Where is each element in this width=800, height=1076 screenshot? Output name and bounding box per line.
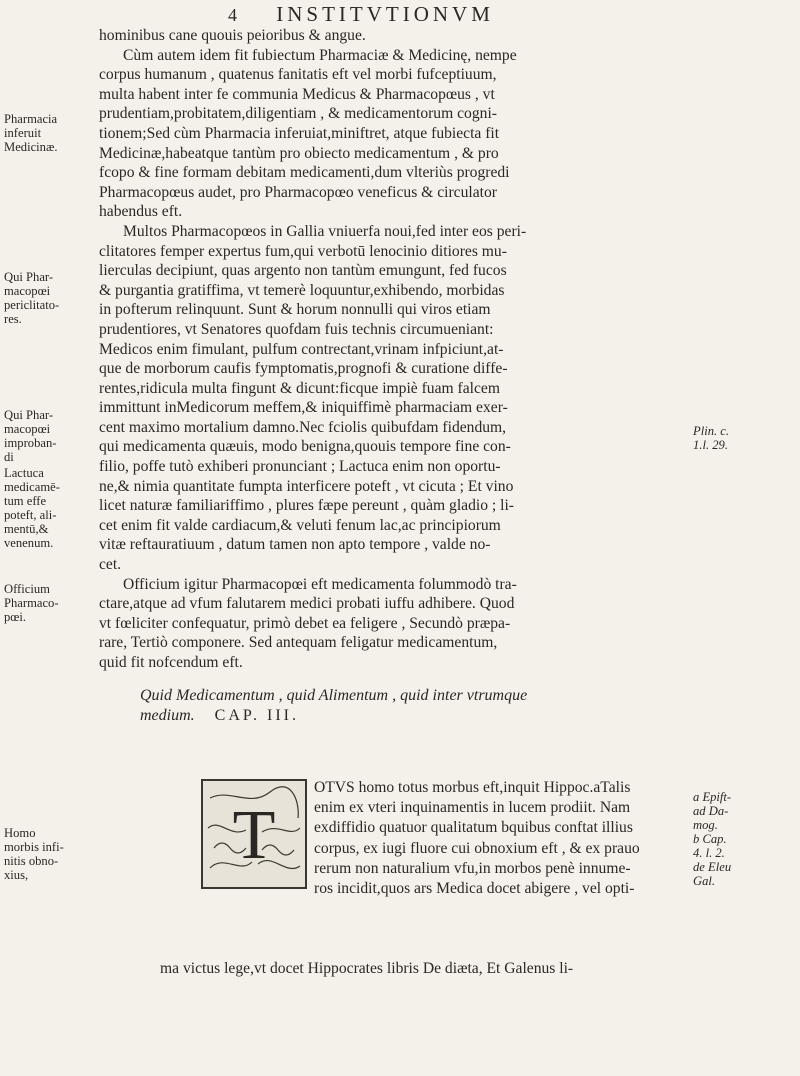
- left-margin-note: [4, 270, 92, 326]
- text-line: rentes,ridicula multa fingunt & dicunt:ficque impiè fuam falcem: [99, 379, 500, 397]
- chapter-number: CAP. III.: [214, 707, 299, 724]
- main-text-block: [99, 26, 695, 673]
- text-line: Officium igitur Pharmacopœi eft medicamenta folummodò tra-: [123, 575, 517, 593]
- margin-note-line: Gal.: [693, 874, 716, 888]
- margin-note-line: nitis obno-: [4, 854, 59, 868]
- chapter-text-block: [314, 778, 694, 899]
- text-line: Medicinæ,habeatque tantùm pro obiecto medicamentum , & pro: [99, 144, 499, 162]
- margin-note-line: Medicinæ.: [4, 140, 58, 154]
- right-margin-note: [693, 424, 763, 452]
- margin-note-line: Lactuca: [4, 466, 44, 480]
- text-line: cet enim fit valde cardiacum,& veluti fenum lac,ac principiorum: [99, 516, 501, 534]
- text-line: fcopo & fine formam debitam medicamenti,dum vlteriùs progredi: [99, 164, 510, 182]
- margin-note-line: improban-: [4, 436, 57, 450]
- text-line: Cùm autem idem fit fubiectum Pharmaciæ & Medicinę, nempe: [123, 46, 517, 64]
- text-line: ctare,atque ad vfum falutarem medici probati iuffu adhibere. Quod: [99, 595, 515, 613]
- text-line: Pharmacopœus audet, pro Pharmacopœo veneficus & circulator: [99, 183, 497, 201]
- right-margin-note: [693, 790, 763, 888]
- text-line: & purgantia gratiffima, vt temerè loquuntur,exhibendo, morbidas: [99, 281, 505, 299]
- left-margin-note: [4, 466, 92, 550]
- margin-note-line: pœi.: [4, 610, 27, 624]
- margin-note-line: Homo: [4, 826, 36, 840]
- margin-note-line: 1.l. 29.: [693, 438, 728, 452]
- margin-note-line: venenum.: [4, 536, 54, 550]
- text-line: in pofterum relinquunt. Sunt & horum nonnulli qui viros etiam: [99, 301, 491, 319]
- text-line: lierculas decipiunt, quas argento non tantùm emungunt, fed fucos: [99, 262, 507, 280]
- text-line: corpus humanum , quatenus fanitatis eft vel morbi fufceptiuum,: [99, 66, 497, 84]
- margin-note-line: Plin. c.: [693, 424, 730, 438]
- text-line: rare, Tertiò componere. Sed antequam feligatur medicamentum,: [99, 634, 498, 652]
- text-line: enim ex vteri inquinamentis in lucem prodiit. Nam: [314, 799, 631, 817]
- margin-note-line: medicamē-: [4, 480, 60, 494]
- text-line: vt fœliciter confequatur, primò debet ea feligere , Secundò præpa-: [99, 614, 511, 632]
- margin-note-line: mog.: [693, 818, 718, 832]
- margin-note-line: b Cap.: [693, 832, 727, 846]
- margin-note-line: inferuit: [4, 126, 42, 140]
- margin-note-line: 4. l. 2.: [693, 846, 725, 860]
- text-line: que de morborum caufis fymptomatis,prognofi & curatione diffe-: [99, 360, 508, 378]
- text-line: prudentiam,probitatem,diligentiam , & medicamentorum cogni-: [99, 105, 497, 123]
- text-line: cet.: [99, 556, 122, 574]
- text-line: OTVS homo totus morbus eft,inquit Hippoc.aTalis: [314, 779, 631, 796]
- margin-note-line: tum effe: [4, 494, 47, 508]
- left-margin-note: [4, 582, 92, 624]
- margin-note-line: a Epift-: [693, 790, 732, 804]
- text-line: licet naturæ familiariffimo , plures fæpe pereunt , quàm gladio ; li-: [99, 497, 515, 515]
- page-number: 4: [228, 5, 241, 25]
- text-line: exdiffidio quatuor qualitatum bquibus conftat illius: [314, 819, 633, 837]
- text-line: ne,& nimia quantitate fumpta interficere poteft , vt cicuta ; Et vino: [99, 477, 514, 495]
- left-margin-note: [4, 826, 92, 882]
- chapter-title-continued: medium.: [140, 707, 195, 724]
- text-line: multa habent inter fe communia Medicus & Pharmacopœus , vt: [99, 85, 495, 103]
- left-margin-note: [4, 408, 92, 464]
- margin-note-line: ad Da-: [693, 804, 729, 818]
- text-line: corpus, ex iugi fluore cui obnoxium eft , & ex prauo: [314, 839, 640, 857]
- margin-note-line: de Eleu: [693, 860, 732, 874]
- text-line: filio, poffe tutò exhiberi pronunciant ; Lactuca enim non oportu-: [99, 458, 501, 476]
- margin-note-line: macopœi: [4, 284, 51, 298]
- text-line: vitæ reftauratiuum , datum tamen non apto tempore , valde no-: [99, 536, 491, 554]
- margin-note-line: Qui Phar-: [4, 408, 54, 422]
- running-title: INSTITVTIONVM: [276, 2, 494, 26]
- margin-note-line: mentū,&: [4, 522, 49, 536]
- margin-note-line: Pharmacia: [4, 112, 58, 126]
- margin-note-line: periclitato-: [4, 298, 60, 312]
- margin-note-line: xius,: [4, 868, 29, 882]
- text-line: tionem;Sed cùm Pharmacia inferuiat,miniftret, atque fubiecta fit: [99, 124, 500, 142]
- text-line: quid fit nofcendum eft.: [99, 654, 243, 671]
- initial-letter: T: [232, 797, 276, 874]
- text-line: ros incidit,quos ars Medica docet abigere , vel opti-: [314, 880, 635, 898]
- text-line: Medicos enim fimulant, pulfum contrectant,vrinam infpiciunt,at-: [99, 340, 504, 358]
- text-line: habendus eft.: [99, 203, 183, 221]
- chapter-title: Quid Medicamentum , quid Alimentum , quid inter vtrumque: [140, 687, 528, 704]
- text-line: clitatores femper expertus fum,qui verbotū lenocinio ditiores mu-: [99, 242, 507, 260]
- text-line: qui medicamenta quæuis, modo benigna,quouis tempore fine con-: [99, 438, 511, 456]
- text-line: hominibus cane quouis peioribus & angue.: [99, 27, 366, 44]
- margin-note-line: morbis infi-: [4, 840, 64, 854]
- margin-note-line: di: [4, 450, 14, 464]
- margin-note-line: res.: [4, 312, 22, 326]
- margin-note-line: macopœi: [4, 422, 51, 436]
- margin-note-line: Qui Phar-: [4, 270, 54, 284]
- margin-note-line: poteft, ali-: [4, 508, 57, 522]
- text-line: rerum non naturalium vfu,in morbos penè innume-: [314, 859, 631, 877]
- text-line: immittunt inMedicorum meffem,& iniquiffimè pharmaciam exer-: [99, 399, 508, 417]
- chapter-heading: [140, 686, 700, 726]
- text-line: prudentiores, vt Senatores quofdam fuis technis circumueniant:: [99, 320, 494, 338]
- chapter-text-last-line: ma victus lege,vt docet Hippocrates libris De diæta, Et Galenus li-: [160, 960, 574, 977]
- margin-note-line: Officium: [4, 582, 50, 596]
- text-line: Multos Pharmacopœos in Gallia vniuerfa noui,fed inter eos peri-: [123, 222, 527, 240]
- running-header: [228, 2, 494, 27]
- left-margin-note: [4, 112, 92, 154]
- margin-note-line: Pharmaco-: [4, 596, 59, 610]
- text-line: cent maximo mortalium damno.Nec fciolis quibufdam fidendum,: [99, 418, 507, 436]
- decorative-initial-t: [200, 778, 308, 890]
